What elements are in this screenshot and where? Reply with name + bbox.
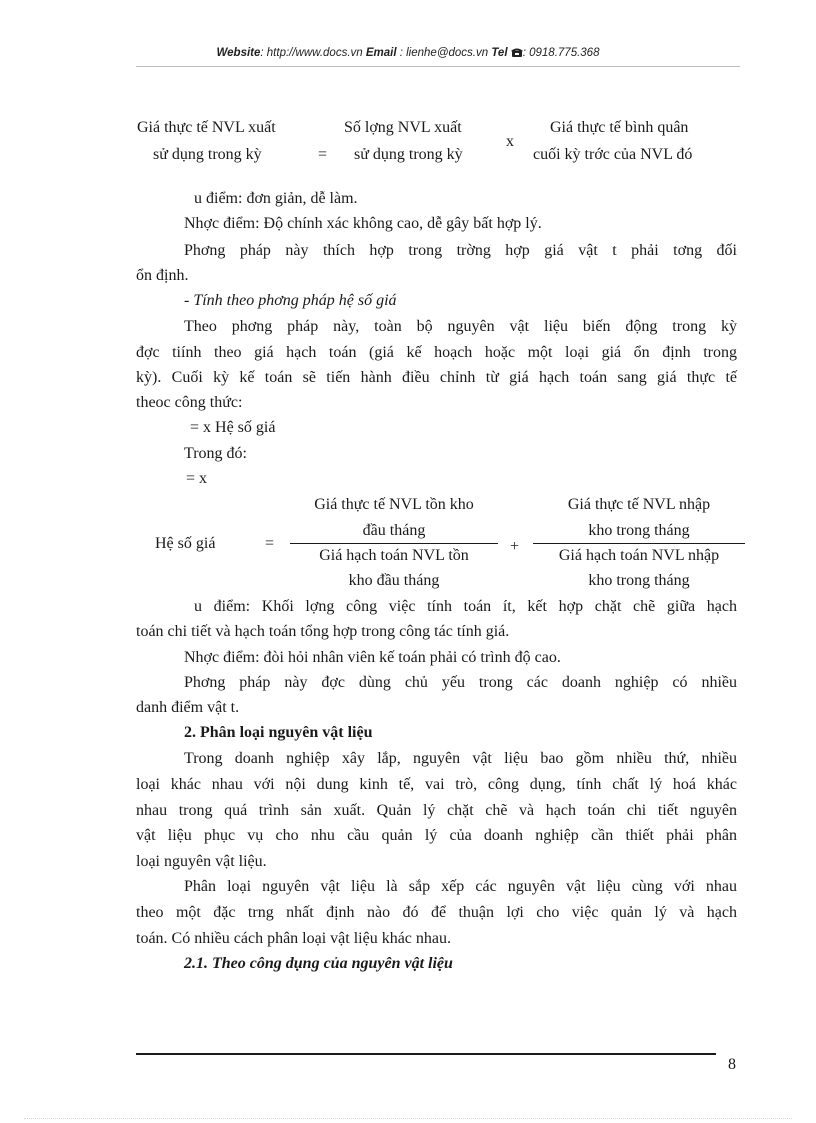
formula2-den1-line2: kho đầu tháng (348, 572, 440, 589)
fraction-bar-2 (533, 543, 745, 544)
formula-eq2: = x (186, 470, 208, 487)
p9-line4: vật liệu phục vụ cho nhu cầu quản lý của doanh nghiệp cần thiết phải phân (136, 827, 737, 844)
formula2-num1-line1: Giá thực tế NVL tồn kho (314, 496, 474, 513)
formula1-right-line1: Giá thực tế bình quân (550, 119, 689, 136)
formula2-num1-line2: đầu tháng (362, 522, 426, 539)
tel-label: Tel (491, 47, 508, 59)
p9-line1: Trong doanh nghiệp xây lắp, nguyên vật liệu bao gồm nhiều thứ, nhiều (184, 750, 737, 767)
website-value: : http://www.docs.vn (260, 47, 366, 59)
formula2-num2-line1: Giá thực tế NVL nhập (567, 496, 711, 513)
p8-line2: danh điểm vật t. (136, 699, 240, 716)
p10-line1: Phân loại nguyên vật liệu là sắp xếp các nguyên vật liệu cùng với nhau (184, 878, 737, 895)
formula-eq1: = x Hệ số giá (190, 419, 276, 436)
p6-line1: u điểm: Khối lợng công việc tính toán ít, kết hợp chặt chẽ giữa hạch (194, 598, 737, 615)
p5-line3: kỳ). Cuối kỳ kế toán sẽ tiến hành điều chỉnh từ giá hạch toán sang giá thực tế (136, 369, 737, 386)
formula1-right-line2: cuối kỳ trớc của NVL đó (533, 146, 693, 163)
formula1-mid-line2: sử dụng trong kỳ (354, 146, 463, 163)
trong-do: Trong đó: (184, 445, 247, 462)
p3-line1: Phơng pháp này thích hợp trong trờng hợp giá vật t phải tơng đối (184, 242, 737, 259)
p8-line1: Phơng pháp này đợc dùng chủ yếu trong các doanh nghiệp có nhiều (184, 674, 737, 691)
disadvantage-1: Nhợc điểm: Độ chính xác không cao, dễ gây bất hợp lý. (184, 215, 542, 232)
page-number: 8 (728, 1056, 736, 1073)
p10-line2: theo một đặc trng nhất định nào đó để thuận lợi cho việc quản lý và hạch (136, 904, 737, 921)
p9-line5: loại nguyên vật liệu. (136, 853, 267, 870)
p5-line4: theoc công thức: (136, 394, 243, 411)
formula1-mid-line1: Số lợng NVL xuất (344, 119, 462, 136)
header-rule (136, 66, 740, 67)
formula1-times: x (506, 133, 514, 150)
email-value: : lienhe@docs.vn (396, 47, 492, 59)
footer-rule (136, 1053, 716, 1055)
p10-line3: toán. Có nhiều cách phân loại vật liệu khác nhau. (136, 930, 452, 947)
formula2-plus: + (510, 538, 520, 555)
bottom-dotted-border (24, 1118, 792, 1119)
p9-line3: nhau trong quá trình sản xuất. Quản lý chặt chẽ và hạch toán chi tiết nguyên (136, 802, 737, 819)
p5-line2: đợc tiính theo giá hạch toán (giá kế hoạch hoặc một loại giá ổn định trong (136, 344, 737, 361)
email-label: Email (365, 47, 397, 59)
p7: Nhợc điểm: đòi hỏi nhân viên kế toán phải có trình độ cao. (184, 649, 561, 666)
formula2-equals: = (265, 535, 275, 552)
website-label: Website (216, 47, 261, 59)
formula2-num2-line2: kho trong tháng (588, 522, 690, 539)
formula2-den1-line1: Giá hạch toán NVL tồn (319, 547, 469, 564)
formula1-left-line1: Giá thực tế NVL xuất (137, 119, 276, 136)
formula1-equals: = (318, 146, 328, 163)
fraction-bar-1 (290, 543, 498, 544)
advantage-1: u điểm: đơn giản, dễ làm. (194, 190, 358, 207)
phone-icon (511, 47, 523, 60)
p6-line2: toán chi tiết và hạch toán tổng hợp trong công tác tính giá. (136, 623, 510, 640)
p3-line2: ổn định. (136, 267, 189, 284)
formula2-label: Hệ số giá (155, 535, 216, 552)
page-header (0, 47, 816, 60)
section-heading-2: 2. Phân loại nguyên vật liệu (184, 724, 373, 741)
formula2-den2-line1: Giá hạch toán NVL nhập (558, 547, 720, 564)
section-heading-2-1: 2.1. Theo công dụng của nguyên vật liệu (184, 955, 453, 972)
p9-line2: loại khác nhau với nội dung kinh tế, vai trò, công dụng, tính chất lý hoá khác (136, 776, 737, 793)
formula1-left-line2: sử dụng trong kỳ (153, 146, 262, 163)
tel-value: : 0918.775.368 (522, 47, 600, 59)
subheading-coefficient-method: - Tính theo phơng pháp hệ số giá (184, 292, 397, 309)
formula2-den2-line2: kho trong tháng (588, 572, 690, 589)
p5-line1: Theo phơng pháp này, toàn bộ nguyên vật liệu biến động trong kỳ (184, 318, 737, 335)
